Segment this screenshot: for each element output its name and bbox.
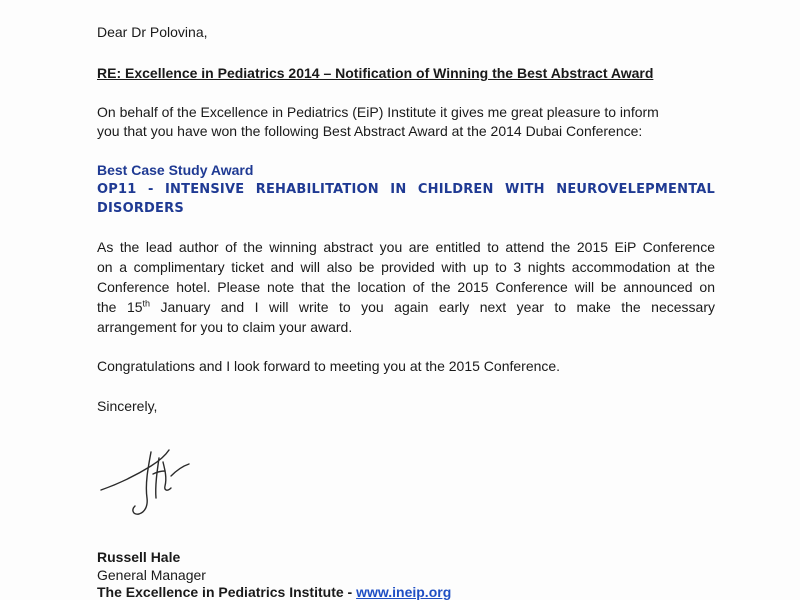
body-line-4-post: January and I will write to you again early next year to make the necessary (150, 299, 715, 315)
award-name: Best Case Study Award (97, 162, 254, 178)
body-line-4 (97, 298, 715, 317)
signature-image (93, 440, 203, 520)
body-line-5: arrangement for you to claim your award. (97, 319, 353, 335)
salutation: Dear Dr Polovina, (97, 24, 208, 40)
signer-name: Russell Hale (97, 549, 181, 565)
intro-line-1: On behalf of the Excellence in Pediatrics (EiP) Institute it gives me great pleasure to inform (97, 104, 659, 120)
subject-line: RE: Excellence in Pediatrics 2014 – Notification of Winning the Best Abstract Award (97, 65, 654, 81)
date-ordinal: th (142, 298, 151, 309)
organization-website-link[interactable]: www.ineip.org (356, 584, 452, 600)
signer-title: General Manager (97, 567, 206, 583)
body-line-2: on a complimentary ticket and will also be provided with up to 3 nights accommodation at the (97, 259, 715, 275)
award-title-line-2: DISORDERS (97, 201, 184, 216)
intro-line-2: you that you have won the following Best Abstract Award at the 2014 Dubai Conference: (97, 123, 643, 139)
organization-name: The Excellence in Pediatrics Institute (97, 584, 344, 600)
body-line-3: Conference hotel. Please note that the location of the 2015 Conference will be announced on (97, 279, 715, 295)
body-line-1: As the lead author of the winning abstract you are entitled to attend the 2015 EiP Conference (97, 239, 715, 255)
organization-line (97, 583, 451, 602)
award-title-line-1: OP11 - INTENSIVE REHABILITATION IN CHILDREN WITH NEUROVELEPMENTAL (97, 182, 715, 197)
closing: Sincerely, (97, 398, 158, 414)
congratulations-line: Congratulations and I look forward to meeting you at the 2015 Conference. (97, 358, 561, 374)
organization-separator: - (343, 584, 357, 600)
body-line-4-pre: the 15 (97, 299, 143, 315)
